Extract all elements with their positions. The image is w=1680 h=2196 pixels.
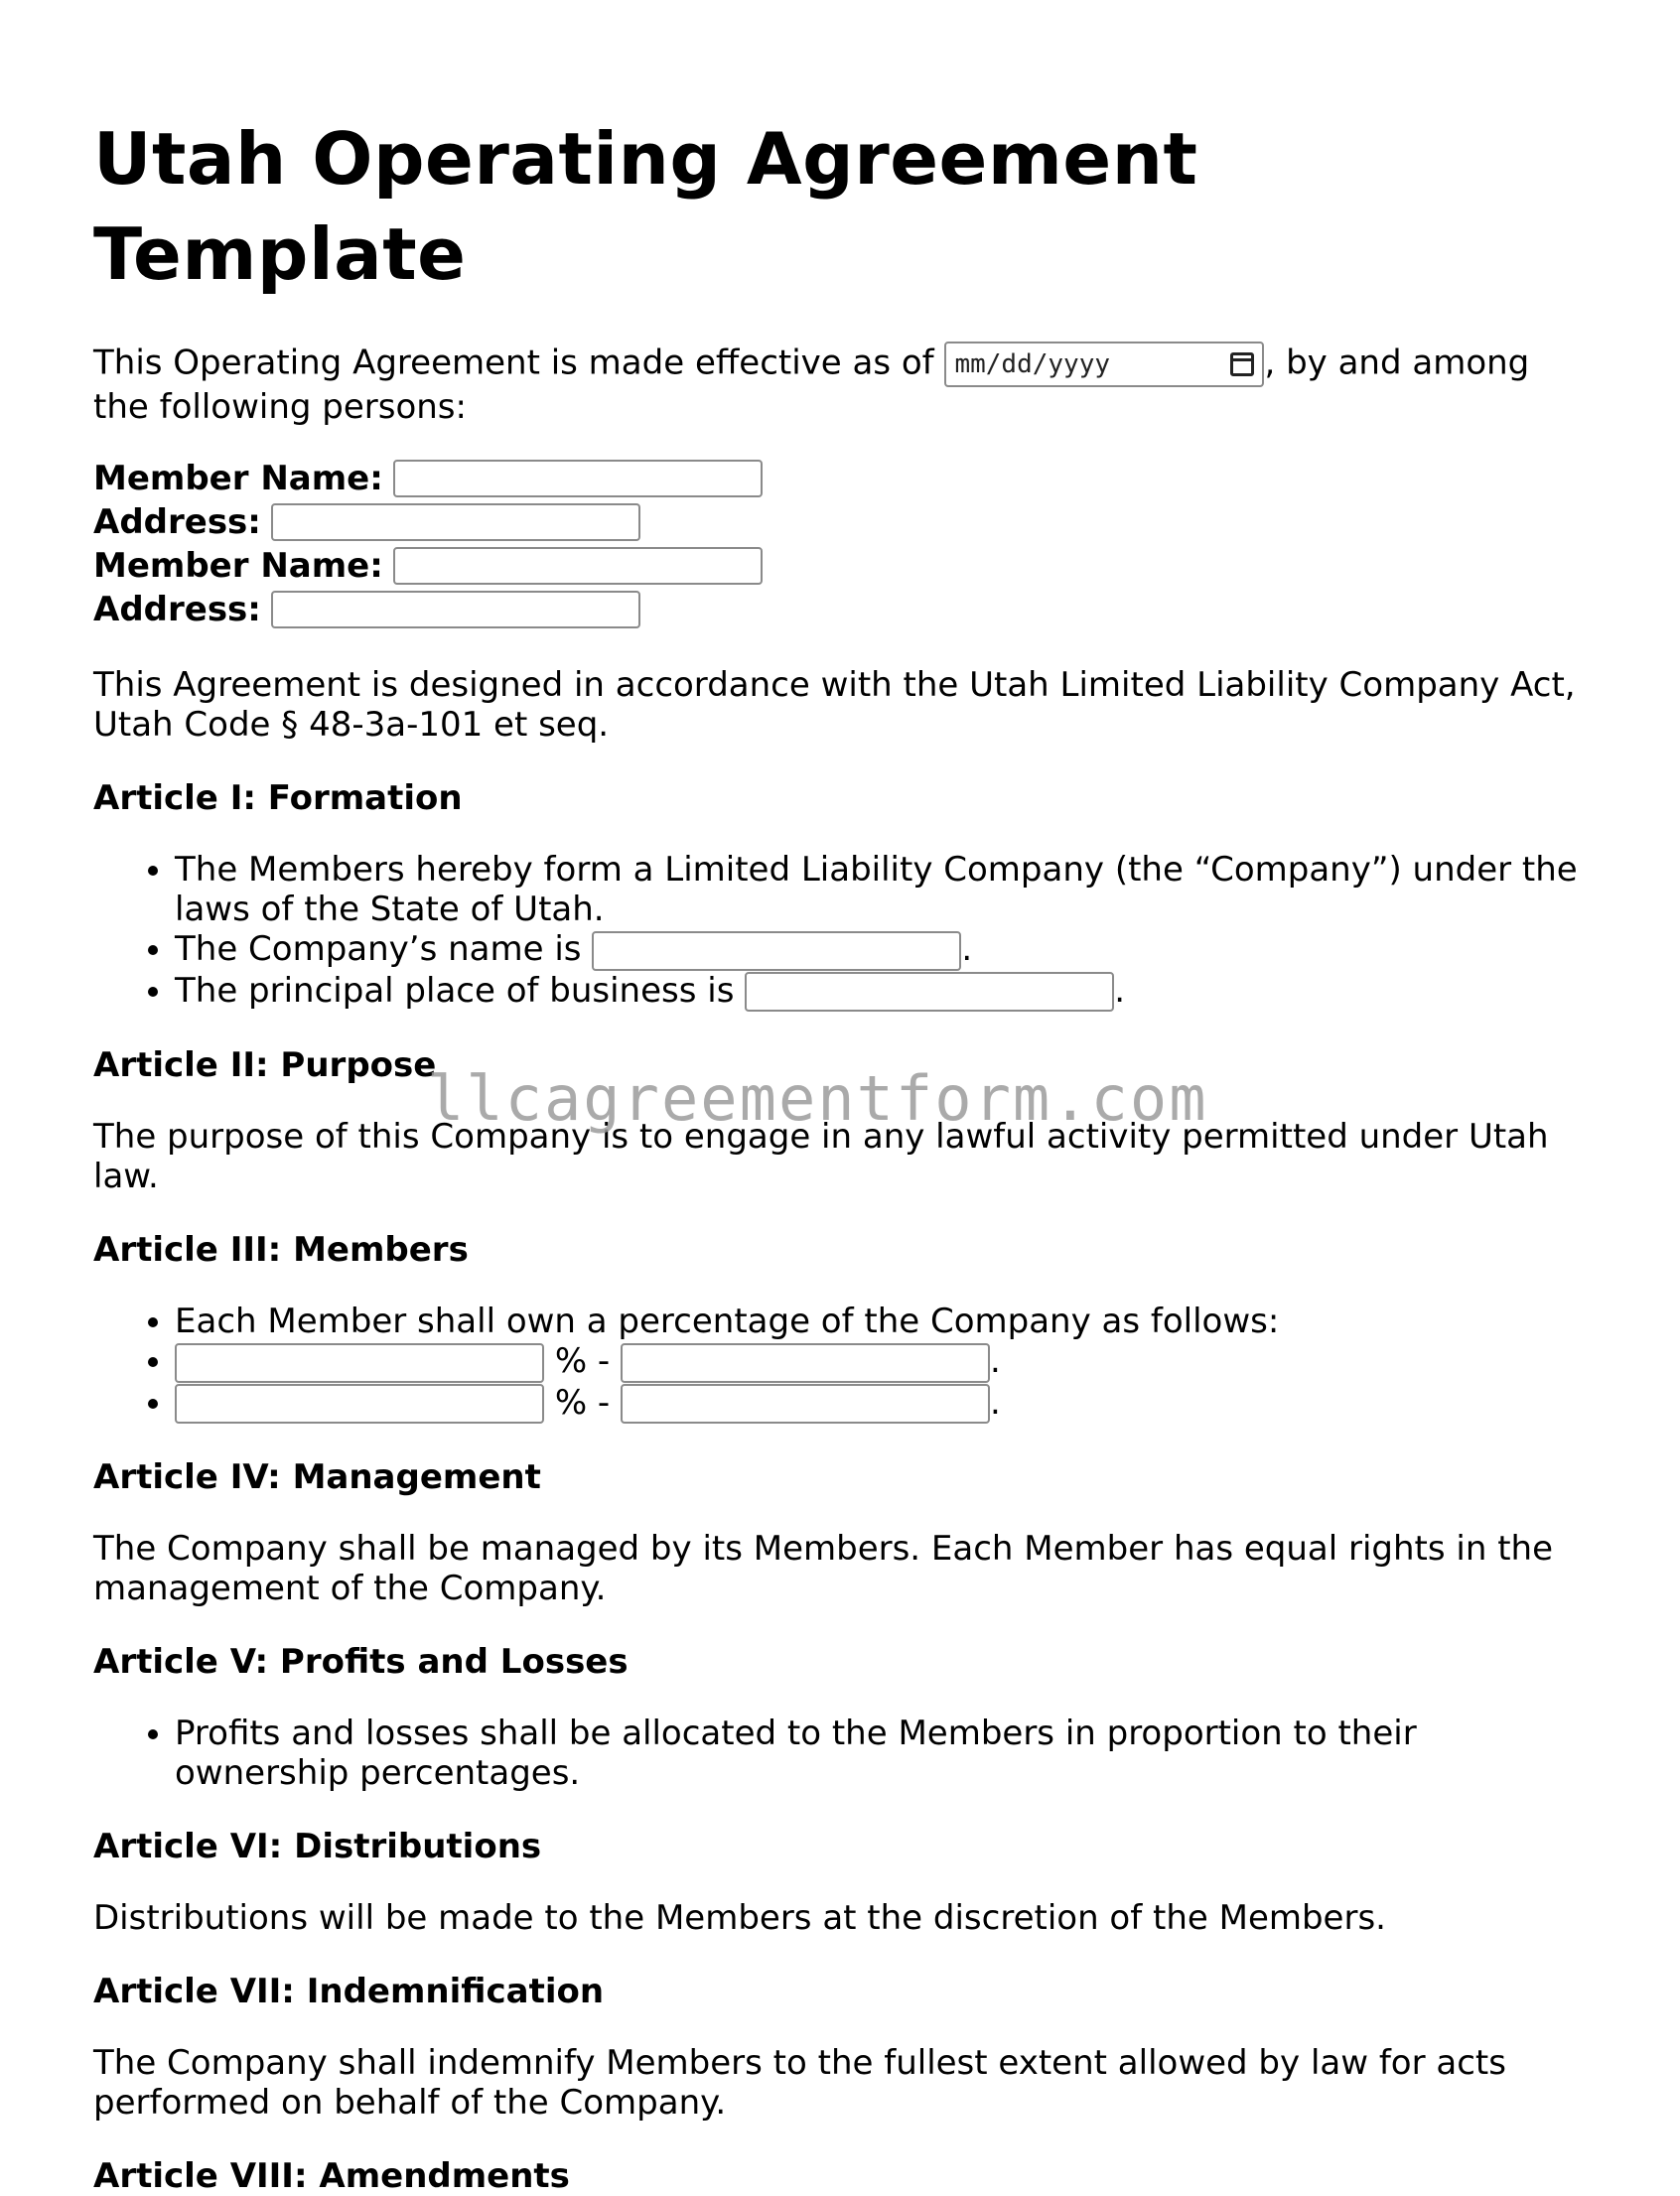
member-2-address-input[interactable] bbox=[271, 591, 640, 628]
address-label: Address: bbox=[93, 502, 261, 542]
watermark-text: llcagreementform.com bbox=[427, 1062, 1208, 1135]
member-1-address-input[interactable] bbox=[271, 503, 640, 541]
company-name-input[interactable] bbox=[592, 931, 961, 971]
article-2-text: The purpose of this Company is to engage in any lawful activity permitted under Utah law. bbox=[93, 1117, 1549, 1196]
member-2-name-input[interactable] bbox=[393, 547, 763, 585]
member-2-address-row bbox=[93, 588, 1593, 631]
member-2-owner-input[interactable] bbox=[621, 1384, 990, 1424]
document-content bbox=[93, 111, 1593, 2196]
period: . bbox=[1114, 970, 1126, 1011]
period: . bbox=[990, 1382, 1001, 1423]
intro-text-after: , by and among the following persons: bbox=[93, 343, 1530, 427]
company-name-label: The Company’s name is bbox=[175, 929, 582, 969]
member-name-label: Member Name: bbox=[93, 546, 383, 586]
article-1-list bbox=[93, 850, 1593, 1012]
period: . bbox=[961, 929, 973, 969]
principal-place-input[interactable] bbox=[745, 972, 1114, 1012]
page-title: Utah Operating Agreement Template bbox=[93, 117, 1198, 296]
article-4-text: The Company shall be managed by its Members. Each Member has equal rights in the management of the Company. bbox=[93, 1529, 1554, 1608]
list-item: • The Members hereby form a Limited Liability Company (the “Company”) under the laws of the State of Utah. bbox=[175, 850, 1593, 929]
article-8-heading: Article VIII: Amendments bbox=[93, 2156, 570, 2196]
member-name-label: Member Name: bbox=[93, 459, 383, 498]
article-7-text: The Company shall indemnify Members to the fullest extent allowed by law for acts performed on behalf of the Company. bbox=[93, 2043, 1506, 2123]
calendar-icon[interactable] bbox=[1230, 352, 1254, 376]
member-2-percentage-input[interactable] bbox=[175, 1384, 544, 1424]
list-item bbox=[175, 971, 1593, 1013]
intro-text-before: This Operating Agreement is made effective as of bbox=[93, 343, 934, 383]
intro-paragraph bbox=[93, 342, 1593, 427]
percent-separator: % - bbox=[554, 1341, 611, 1381]
effective-date-input[interactable] bbox=[944, 342, 1264, 387]
list-item bbox=[175, 1383, 1593, 1425]
principal-place-label: The principal place of business is bbox=[175, 970, 735, 1011]
member-1-percentage-input[interactable] bbox=[175, 1343, 544, 1383]
article-5-list bbox=[93, 1714, 1593, 1793]
article-7-heading: Article VII: Indemnification bbox=[93, 1972, 605, 2011]
member-list bbox=[93, 457, 1593, 631]
member-2-name-row bbox=[93, 544, 1593, 588]
article-5-heading: Article V: Profits and Losses bbox=[93, 1642, 629, 1682]
percent-separator: % - bbox=[554, 1382, 611, 1423]
list-item: • Profits and losses shall be allocated to the Members in proportion to their ownership percentages. bbox=[175, 1714, 1593, 1793]
member-1-name-input[interactable] bbox=[393, 460, 763, 497]
article-4-heading: Article IV: Management bbox=[93, 1457, 541, 1497]
member-1-owner-input[interactable] bbox=[621, 1343, 990, 1383]
list-item bbox=[175, 929, 1593, 971]
article-6-heading: Article VI: Distributions bbox=[93, 1827, 542, 1866]
list-item bbox=[175, 1341, 1593, 1383]
date-placeholder: mm/dd/yyyy bbox=[954, 349, 1111, 379]
article-6-text: Distributions will be made to the Members at the discretion of the Members. bbox=[93, 1898, 1386, 1938]
member-1-address-row bbox=[93, 500, 1593, 544]
period: . bbox=[990, 1341, 1001, 1381]
article-1-heading: Article I: Formation bbox=[93, 778, 463, 818]
article-3-heading: Article III: Members bbox=[93, 1230, 469, 1270]
member-1-name-row bbox=[93, 457, 1593, 500]
list-item: • Each Member shall own a percentage of the Company as follows: bbox=[175, 1302, 1593, 1341]
address-label: Address: bbox=[93, 590, 261, 629]
act-paragraph: This Agreement is designed in accordance with the Utah Limited Liability Company Act, Utah Code § 48-3a-101 et seq. bbox=[93, 665, 1576, 745]
article-3-list bbox=[93, 1302, 1593, 1424]
article-2-heading: Article II: Purpose bbox=[93, 1045, 437, 1085]
